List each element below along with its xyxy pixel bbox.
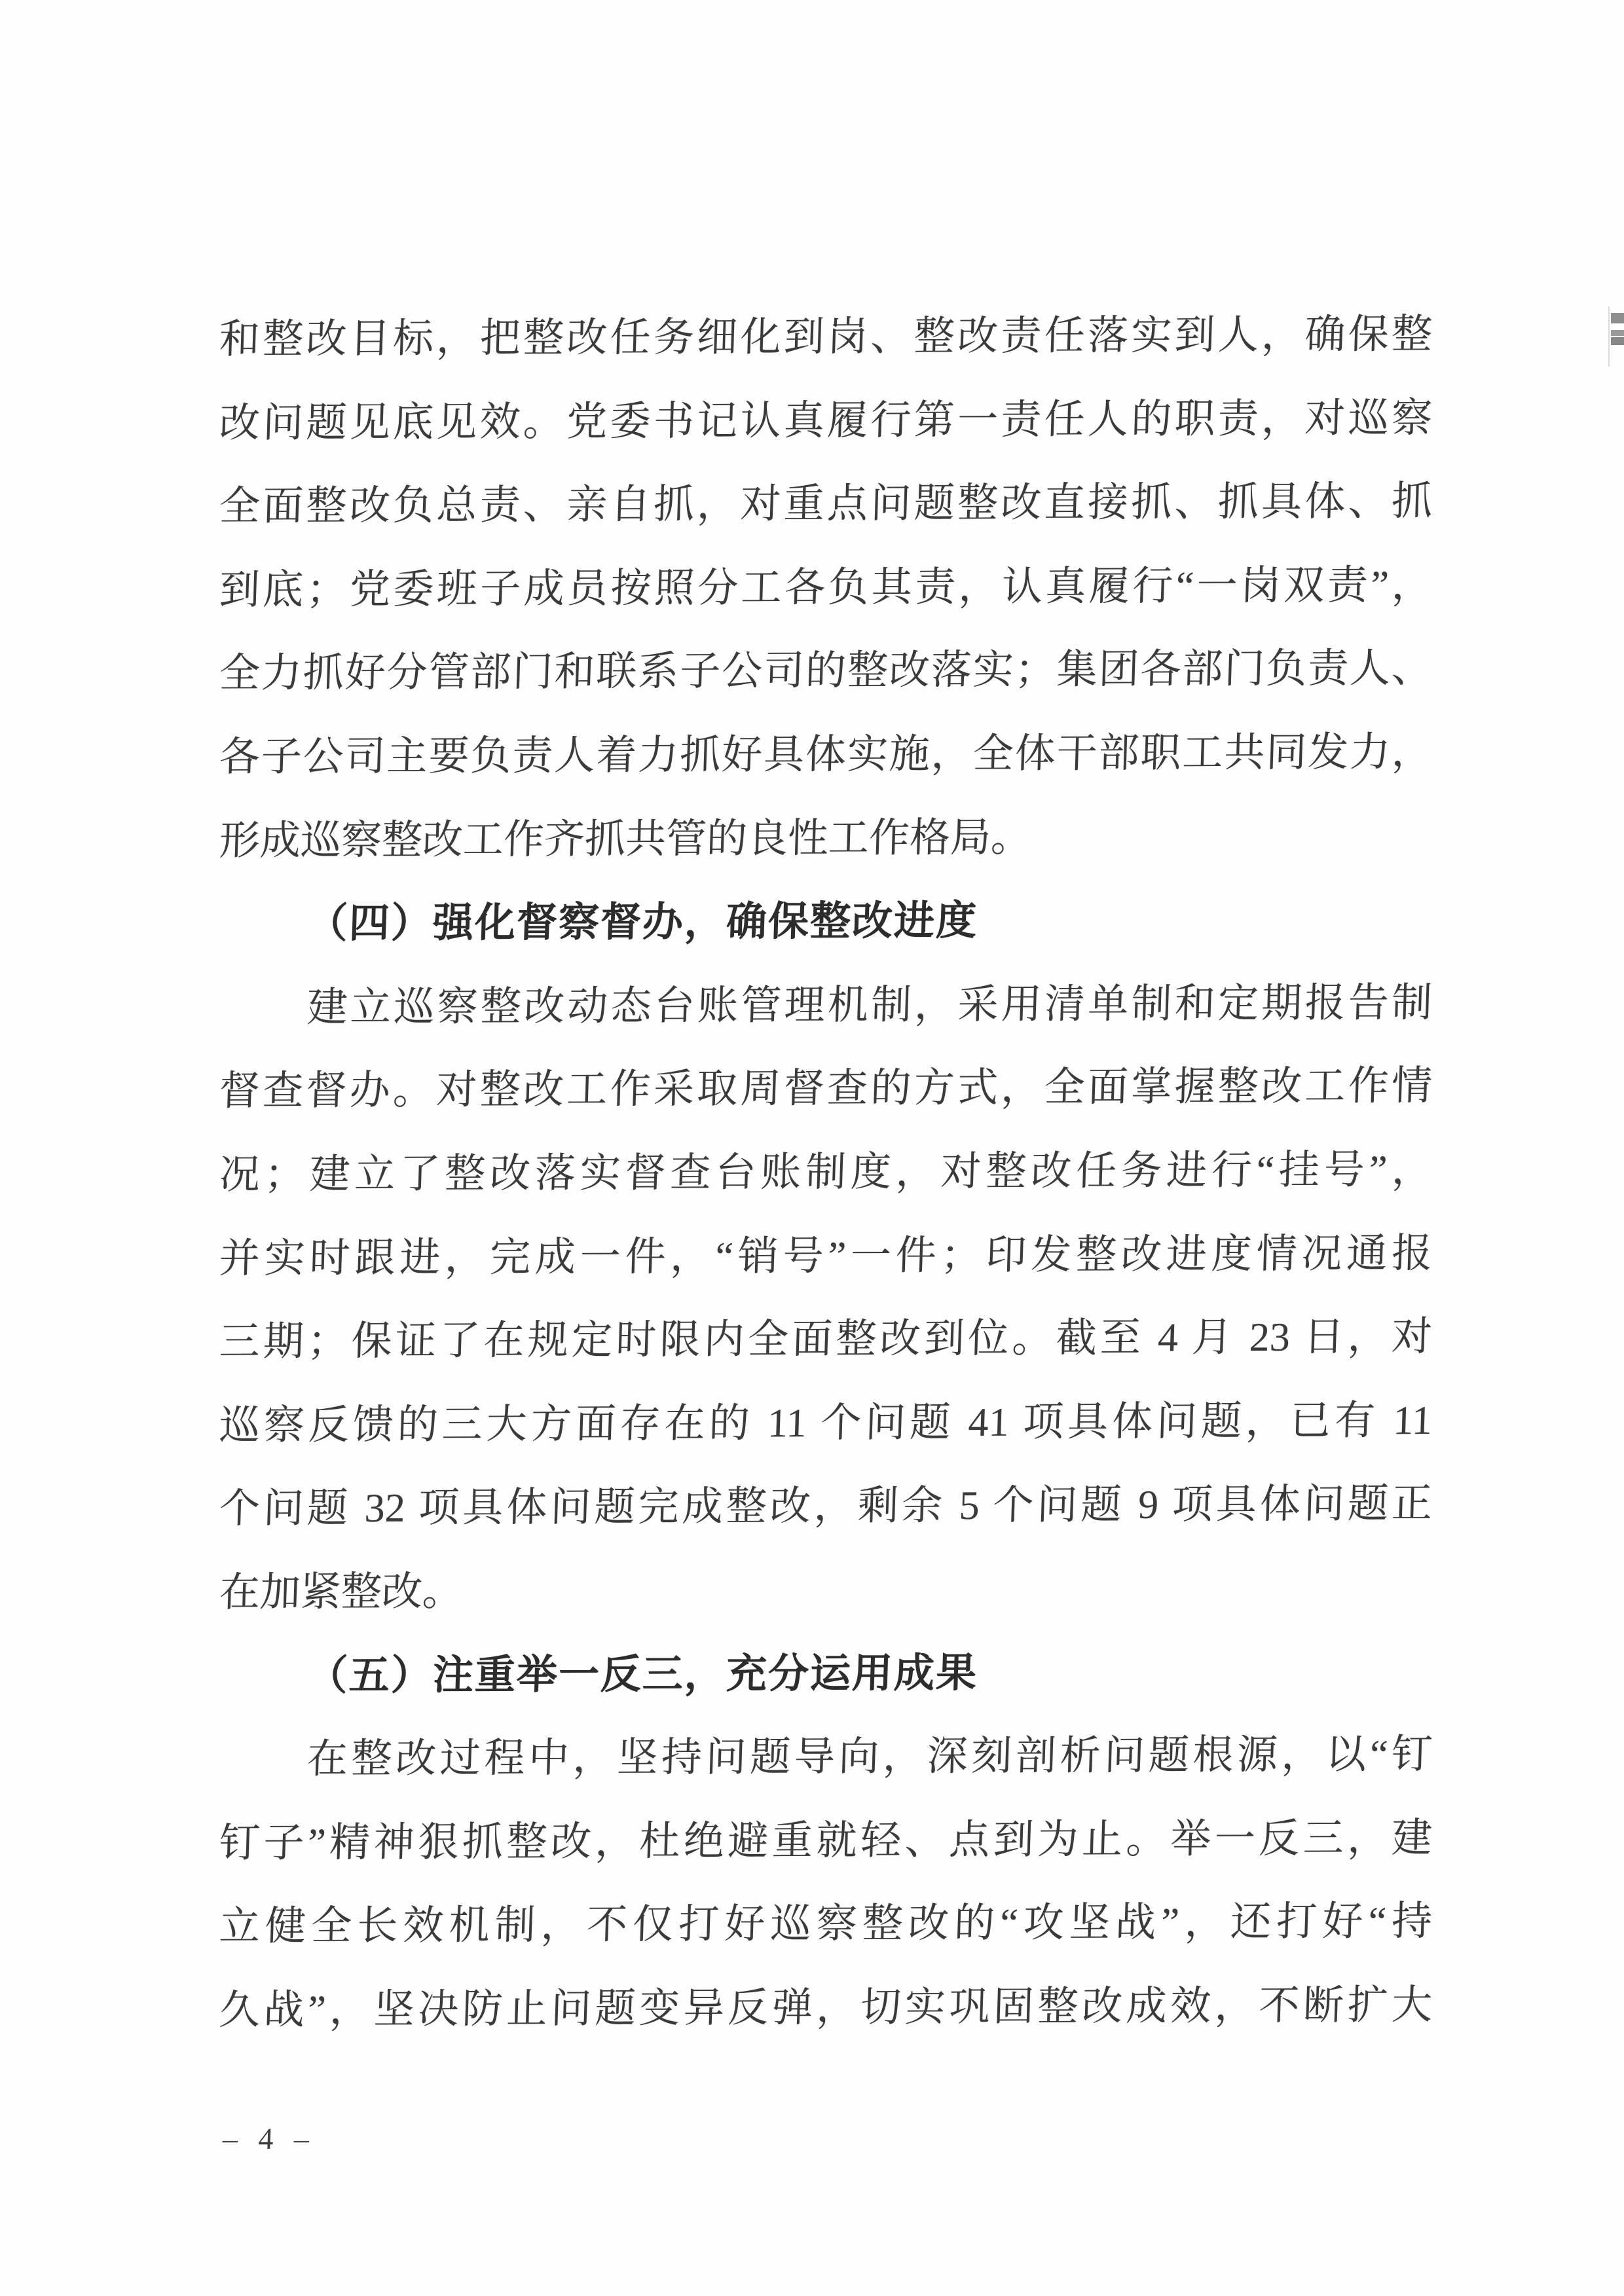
text-line: 督查督办。对整改工作采取周督查的方式，全面掌握整改工作情 <box>218 1064 1433 1114</box>
text-line: 全面整改负总责、亲自抓，对重点问题整改直接抓、抓具体、抓 <box>218 479 1433 530</box>
scan-artifact <box>1608 306 1624 367</box>
section-heading-4: （四）强化督察督办，确保整改进度 <box>306 899 979 947</box>
scan-artifact-bar <box>1611 330 1624 336</box>
text-line: 并实时跟进，完成一件，“销号”一件；印发整改进度情况通报 <box>218 1231 1433 1281</box>
text-line: 久战”，坚决防止问题变异反弹，切实巩固整改成效，不断扩大 <box>218 1982 1433 2033</box>
scan-artifact-bar <box>1611 337 1624 345</box>
section-heading-5: （五）注重举一反三，充分运用成果 <box>306 1650 979 1698</box>
text-line: 各子公司主要负责人着力抓好具体实施，全体干部职工共同发力， <box>218 729 1433 780</box>
scan-artifact-edge <box>1608 306 1610 367</box>
text-line: 钉子”精神狠抓整改，杜绝避重就轻、点到为止。举一反三，建 <box>218 1815 1433 1866</box>
text-line: 改问题见底见效。党委书记认真履行第一责任人的职责，对巡察 <box>218 395 1433 446</box>
scan-artifact-bar <box>1611 313 1624 323</box>
paragraph-first-line: 建立巡察整改动态台账管理机制，采用清单制和定期报告制 <box>306 980 1433 1030</box>
paragraph-first-line: 在整改过程中，坚持问题导向，深刻剖析问题根源，以“钉 <box>306 1732 1433 1782</box>
text-line: 巡察反馈的三大方面存在的 11 个问题 41 项具体问题，已有 11 <box>218 1398 1433 1448</box>
text-line: 到底；党委班子成员按照分工各负其责，认真履行“一岗双责”， <box>218 562 1433 613</box>
text-line: 和整改目标，把整改任务细化到岗、整改责任落实到人，确保整 <box>218 312 1433 363</box>
text-line: 三期；保证了在规定时限内全面整改到位。截至 4 月 23 日，对 <box>218 1315 1433 1365</box>
text-line: 个问题 32 项具体问题完成整改，剩余 5 个问题 9 项具体问题正 <box>218 1482 1433 1532</box>
page-number: – 4 – <box>222 2122 316 2155</box>
text-line: 况；建立了整改落实督查台账制度，对整改任务进行“挂号”， <box>218 1147 1433 1197</box>
document-text <box>219 296 1432 2050</box>
text-line: 立健全长效机制，不仅打好巡察整改的“攻坚战”，还打好“持 <box>218 1899 1433 1950</box>
text-line: 全力抓好分管部门和联系子公司的整改落实；集团各部门负责人、 <box>218 646 1433 697</box>
paragraph-end-line: 在加紧整改。 <box>218 1569 464 1615</box>
paragraph-end-line: 形成巡察整改工作齐抓共管的良性工作格局。 <box>218 815 1033 864</box>
